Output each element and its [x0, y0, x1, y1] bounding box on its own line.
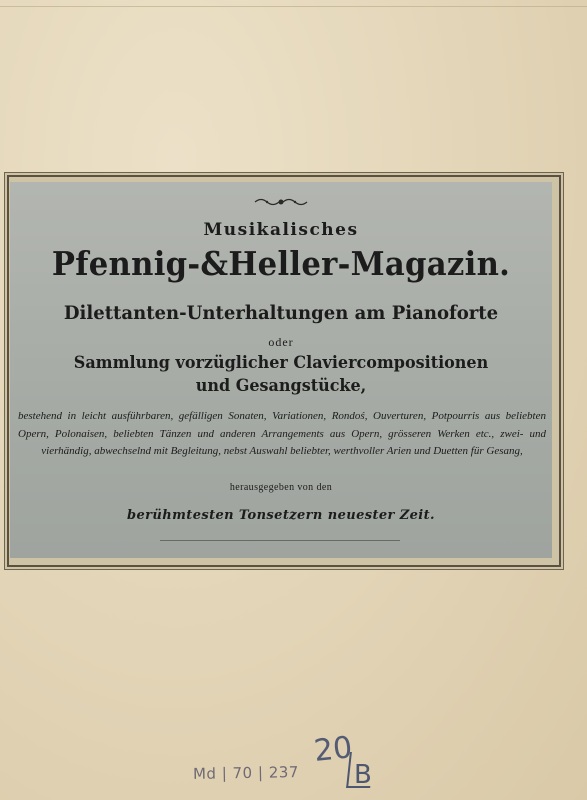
subtitle: Dilettanten-Unterhaltungen am Pianoforte	[63, 302, 499, 324]
handwritten-letter: B	[354, 760, 372, 790]
handwritten-number: 20	[312, 730, 354, 769]
shelfmark: Md | 70 | 237	[192, 763, 300, 783]
series-heading: Musikalisches	[203, 220, 359, 240]
ornament-icon	[253, 196, 309, 208]
main-title: Pfennig-&Heller-Magazin.	[51, 244, 511, 283]
page-top-edge	[0, 0, 587, 7]
conjunction: oder	[268, 335, 294, 349]
title-label	[10, 182, 552, 558]
contents-description: bestehend in leicht ausführbaren, gefälligen Sonaten, Variationen, Rondoś, Ouverturen, Potpourris aus beliebten Opern, Polonaisen, beliebten Tänzen und anderen Arrangements aus Opern, grösseren Werken etc., zwei- und vierhändig, abwechselnd mit Begleitung, nebst Auswahl beliebter, werthvoller Arien und Duetten für Gesang,	[18, 410, 546, 457]
alternate-title-line-1: Sammlung vorzüglicher Claviercompositionen	[73, 353, 489, 373]
editor-intro: herausgegeben von den	[229, 482, 333, 493]
alternate-title	[26, 352, 535, 398]
bottom-rule	[160, 540, 400, 541]
editor-credit: berühmtesten Tonsetzern neuester Zeit.	[127, 508, 435, 523]
alternate-title-line-2: und Gesangstücke,	[195, 376, 367, 396]
